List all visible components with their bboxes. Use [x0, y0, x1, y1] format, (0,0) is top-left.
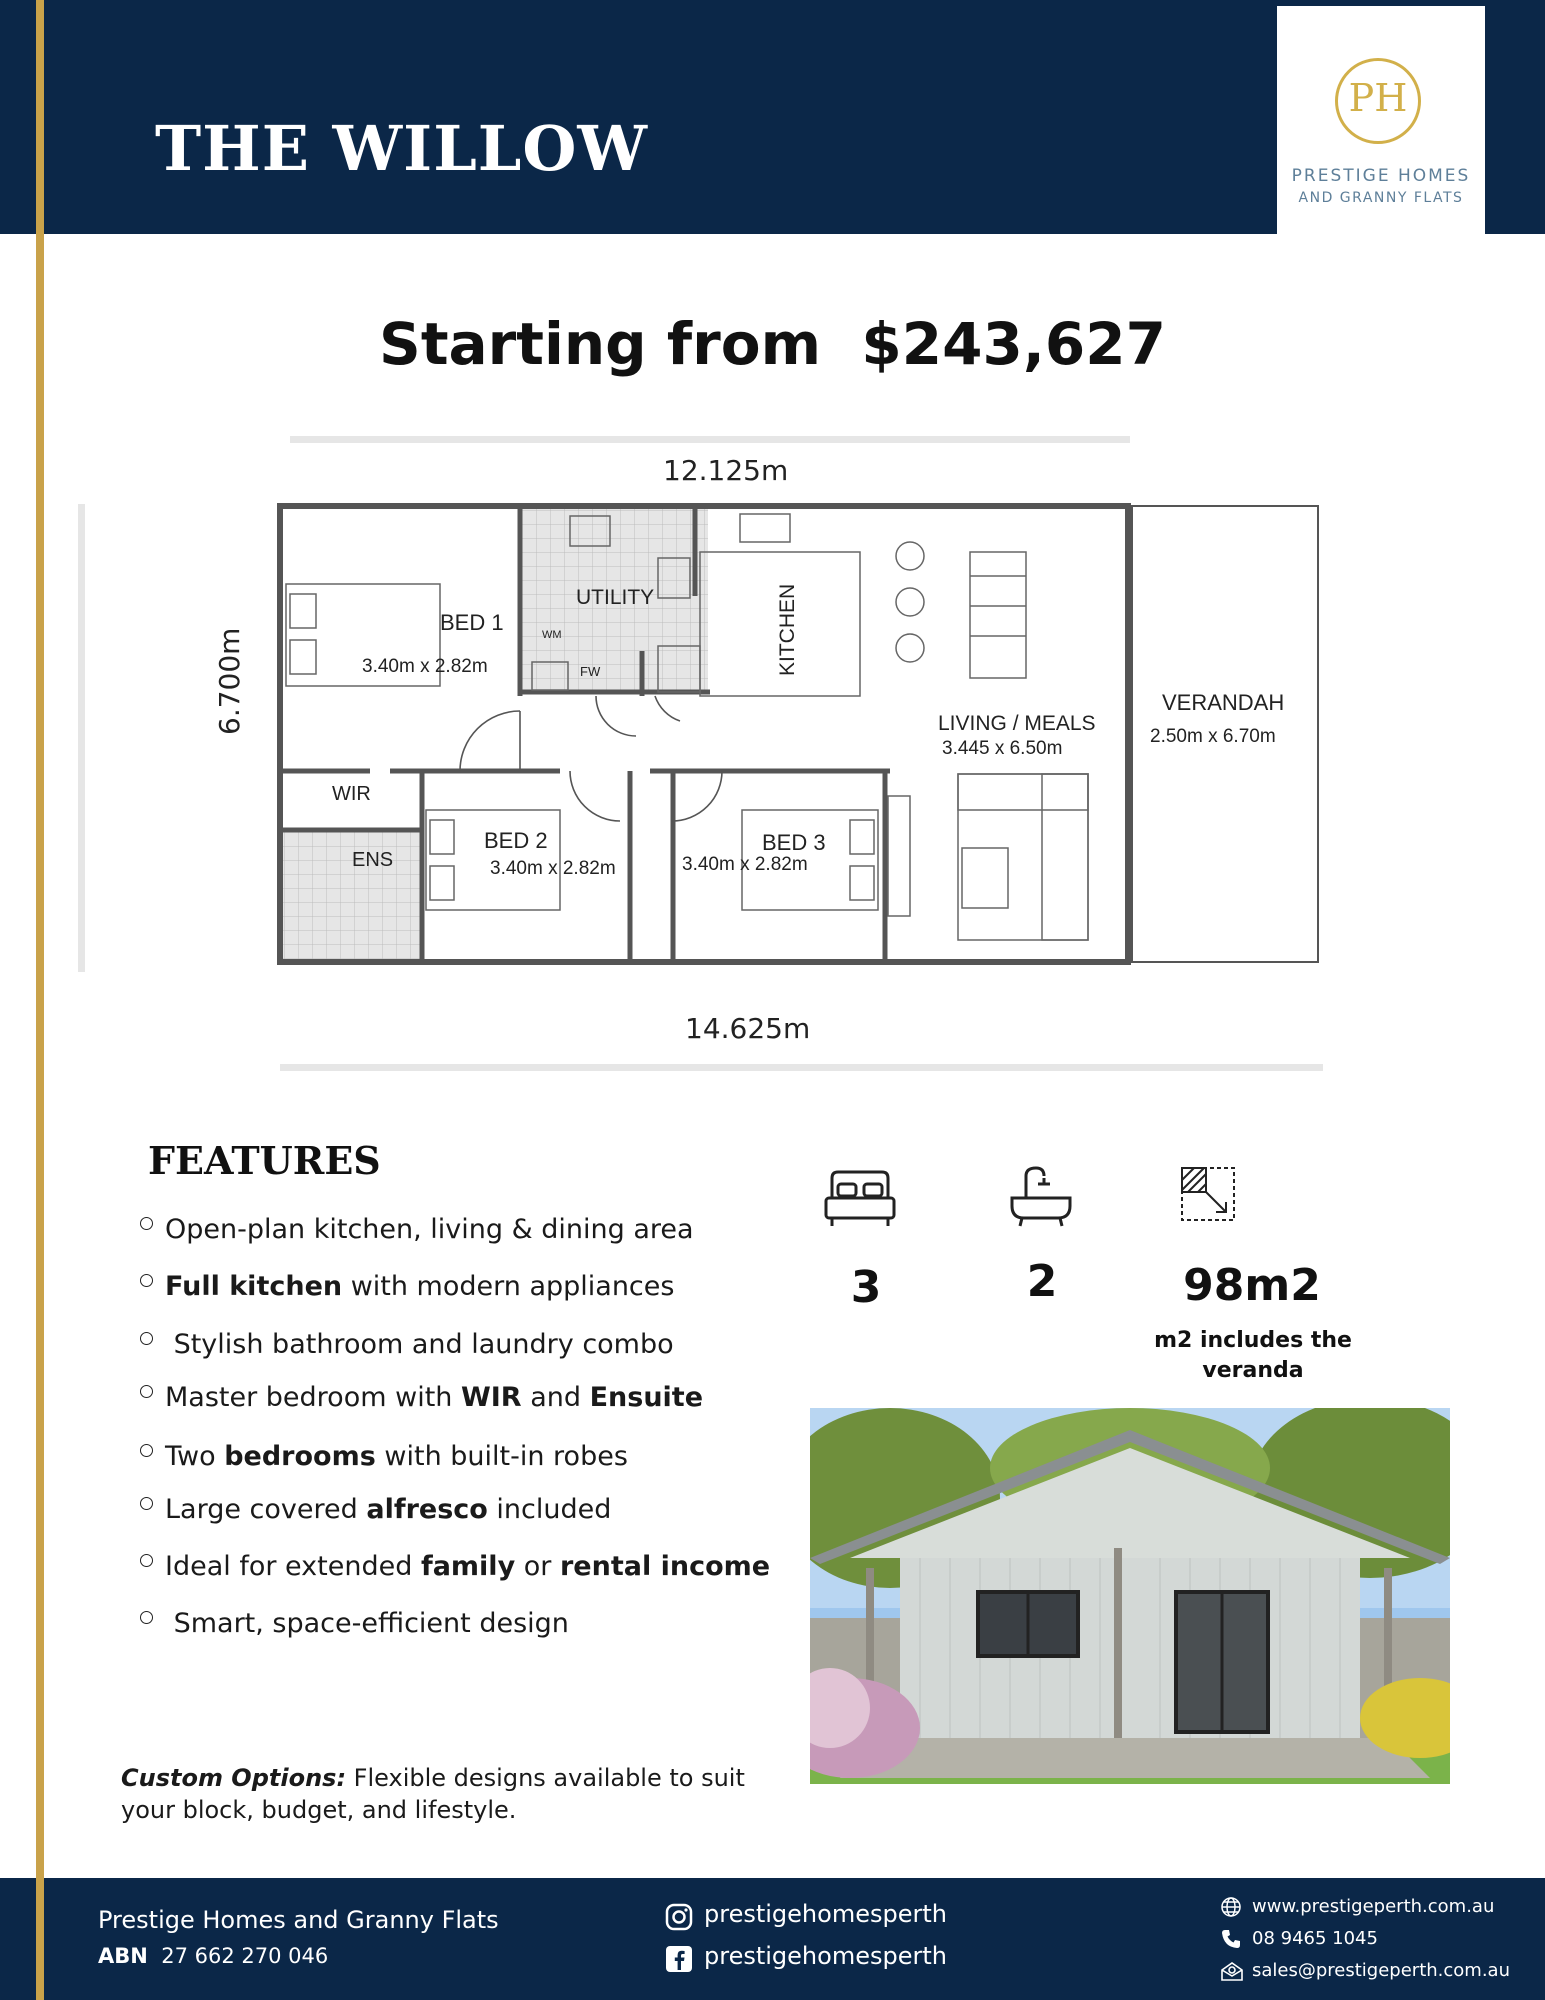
gold-accent-bar: [36, 0, 44, 2000]
floorplan: [270, 496, 1330, 976]
feature-item: [140, 1441, 628, 1472]
room-bed1-size: 3.40m x 2.82m: [362, 656, 488, 677]
feature-text-pre: Two: [165, 1441, 225, 1472]
room-verandah-label: VERANDAH: [1162, 690, 1285, 715]
logo-monogram: PH: [1348, 76, 1408, 120]
page-title: THE WILLOW: [155, 112, 649, 185]
bullet-icon: [140, 1385, 153, 1398]
feature-text-pre: Stylish bathroom and laundry combo: [165, 1329, 674, 1360]
house-render-image: [810, 1408, 1450, 1784]
custom-options-text: Flexible designs available to suit your block, budget, and lifestyle.: [121, 1764, 745, 1824]
email-icon: [1220, 1960, 1244, 1982]
feature-text-b1: family: [420, 1551, 516, 1582]
footer-website-link[interactable]: www.prestigeperth.com.au: [1252, 1896, 1495, 1917]
logo: [1277, 6, 1485, 234]
logo-line-2: AND GRANNY FLATS: [1298, 190, 1464, 206]
feature-item: [140, 1494, 611, 1525]
logo-line-1: PRESTIGE HOMES: [1291, 166, 1471, 186]
feature-text-pre: Master bedroom with: [165, 1382, 461, 1413]
room-utility-label: UTILITY: [576, 586, 655, 609]
divider-top: [290, 436, 1130, 443]
bullet-icon: [140, 1217, 153, 1230]
feature-item: [140, 1551, 770, 1582]
feature-text-mid: or: [515, 1551, 560, 1582]
footer-abn: [98, 1944, 328, 1968]
room-utility-fw: FW: [580, 664, 601, 679]
instagram-icon: [664, 1902, 694, 1932]
feature-text-b2: rental income: [559, 1551, 771, 1582]
room-bed3-label: BED 3: [762, 830, 826, 855]
feature-item: [140, 1214, 694, 1245]
feature-text-pre: Open-plan kitchen, living & dining area: [165, 1214, 694, 1245]
custom-options: [121, 1762, 761, 1826]
price-heading: [0, 310, 1545, 378]
feature-text-b1: Full kitchen: [165, 1271, 343, 1302]
room-ens-label: ENS: [352, 849, 394, 871]
feature-text-b2: Ensuite: [589, 1382, 704, 1413]
price-label: Starting from: [379, 310, 822, 378]
facebook-icon: [666, 1946, 692, 1972]
room-verandah-size: 2.50m x 6.70m: [1150, 726, 1276, 747]
price-value: $243,627: [861, 310, 1166, 378]
bullet-icon: [140, 1332, 153, 1345]
area-value: 98m2: [1183, 1260, 1321, 1311]
divider-side: [78, 504, 85, 972]
room-kitchen-label: KITCHEN: [776, 583, 799, 676]
feature-text-pre: Ideal for extended: [165, 1551, 421, 1582]
bullet-icon: [140, 1497, 153, 1510]
room-living-size: 3.445 x 6.50m: [942, 738, 1063, 759]
footer-phone-link[interactable]: 08 9465 1045: [1252, 1928, 1378, 1949]
divider-bottom: [280, 1064, 1323, 1071]
footer-instagram-link[interactable]: prestigehomesperth: [704, 1900, 947, 1928]
room-utility-wm: WM: [542, 629, 562, 641]
globe-icon: [1220, 1896, 1242, 1918]
room-wir-label: WIR: [332, 783, 371, 805]
bed-icon: [822, 1168, 898, 1232]
bedrooms-count: 3: [850, 1262, 882, 1313]
bullet-icon: [140, 1444, 153, 1457]
room-living-label: LIVING / MEALS: [938, 712, 1096, 735]
feature-text-mid: and: [521, 1382, 590, 1413]
feature-item: [140, 1382, 703, 1413]
footer-email-link[interactable]: sales@prestigeperth.com.au: [1252, 1960, 1510, 1981]
custom-options-label: Custom Options:: [121, 1764, 347, 1792]
bullet-icon: [140, 1611, 153, 1624]
feature-text-mid: included: [487, 1494, 612, 1525]
dimension-top: 12.125m: [663, 454, 789, 487]
footer-company: Prestige Homes and Granny Flats: [98, 1906, 499, 1934]
footer-facebook-link[interactable]: prestigehomesperth: [704, 1942, 947, 1970]
bullet-icon: [140, 1554, 153, 1567]
area-note: m2 includes the veranda: [1154, 1328, 1352, 1383]
feature-text-pre: Smart, space-efficient design: [165, 1608, 569, 1639]
phone-icon: [1220, 1928, 1242, 1950]
feature-text-mid: with built-in robes: [375, 1441, 628, 1472]
feature-item: [140, 1329, 674, 1360]
area-icon: [1180, 1166, 1236, 1222]
feature-text-b1: alfresco: [366, 1494, 488, 1525]
footer-abn-number: 27 662 270 046: [161, 1944, 329, 1968]
features-heading: FEATURES: [148, 1138, 381, 1183]
ensuite-tiles: [280, 830, 422, 962]
feature-item: [140, 1608, 569, 1639]
bath-icon: [1008, 1164, 1074, 1230]
dimension-side: 6.700m: [213, 627, 246, 735]
feature-text-b1: WIR: [460, 1382, 522, 1413]
bullet-icon: [140, 1274, 153, 1287]
dimension-bottom: 14.625m: [685, 1012, 811, 1045]
room-bed2-label: BED 2: [484, 828, 548, 853]
feature-text-b1: bedrooms: [224, 1441, 376, 1472]
feature-text-pre: Large covered: [165, 1494, 367, 1525]
room-bed3-size: 3.40m x 2.82m: [682, 854, 808, 875]
feature-text-mid: with modern appliances: [342, 1271, 675, 1302]
bathrooms-count: 2: [1026, 1256, 1058, 1307]
footer-abn-label: ABN: [98, 1944, 148, 1968]
feature-item: [140, 1271, 674, 1302]
room-bed1-label: BED 1: [440, 610, 504, 635]
room-bed2-size: 3.40m x 2.82m: [490, 858, 616, 879]
